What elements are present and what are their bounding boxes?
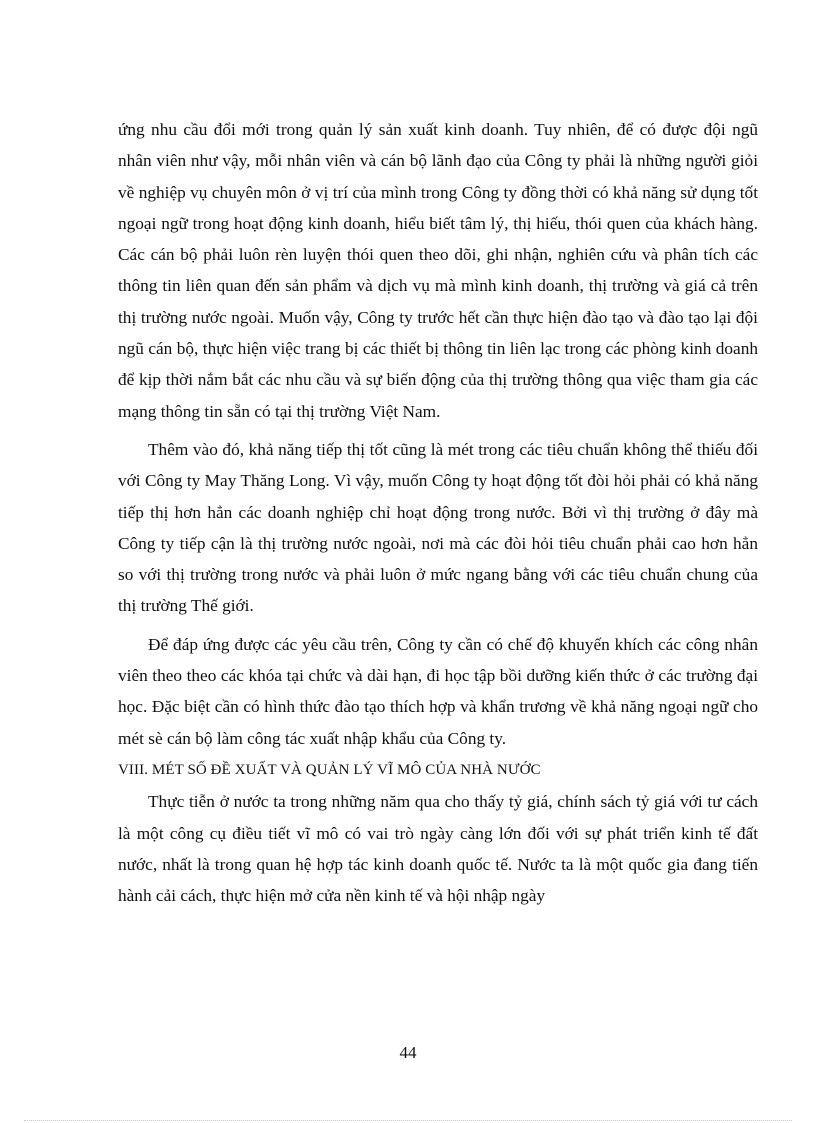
paragraph-requirements: Để đáp ứng được các yêu cầu trên, Công ty cần có chế độ khuyến khích các công nhân viên theo theo các khóa tại chức và dài hạn, đi học tập bồi dưỡng kiến thức ở các trường đại học. Đặc biệt cần có hình thức đào tạo thích hợp và khẩn trương về khả năng ngoại ngữ cho mét sè cán bộ làm công tác xuất nhập khẩu của Công ty. bbox=[118, 634, 758, 748]
paragraph-staff-training: ứng nhu cầu đổi mới trong quản lý sản xuất kinh doanh. Tuy nhiên, để có được đội ngũ nhân viên như vậy, mỗi nhân viên và cán bộ lãnh đạo của Công ty phải là những người giỏi về nghiệp vụ chuyên môn ở vị trí của mình trong Công ty đồng thời có khả năng sử dụng tốt ngoại ngữ trong hoạt động kinh doanh, hiểu biết tâm lý, thị hiếu, thói quen của khách hàng. Các cán bộ phải luôn rèn luyện thói quen theo dõi, ghi nhận, nghiên cứu và phân tích các thông tin liên quan đến sản phẩm và dịch vụ mà mình kinh doanh, thị trường và giá cả trên thị trường nước ngoài. Muốn vậy, Công ty trước hết cần thực hiện đào tạo và đào tạo lại đội ngũ cán bộ, thực hiện việc trang bị các thiết bị thông tin liên lạc trong các phòng kinh doanh để kịp thời nắm bắt các nhu cầu và sự biến động của thị trường thông qua việc tham gia các mạng thông tin sẵn có tại thị trường Việt Nam. bbox=[118, 120, 758, 421]
paragraph-marketing-ability: Thêm vào đó, khả năng tiếp thị tốt cũng là mét trong các tiêu chuẩn không thể thiếu đối với Công ty May Thăng Long. Vì vậy, muốn Công ty hoạt động tốt đòi hỏi phải có khả năng tiếp thị hơn hẳn các doanh nghiệp chỉ hoạt động trong nước. Bởi vì thị trường ở đây mà Công ty tiếp cận là thị trường nước ngoài, nơi mà các đòi hỏi tiêu chuẩn phải cao hơn hẳn so với thị trường trong nước và phải luôn ở mức ngang bằng với các tiêu chuẩn chung của thị trường Thế giới. bbox=[118, 439, 758, 616]
bottom-divider bbox=[24, 1120, 792, 1121]
section-heading: VIII. MÉT SỐ ĐỀ XUẤT VÀ QUẢN LÝ VĨ MÔ CỦA NHÀ NƯỚC bbox=[118, 761, 541, 778]
page-number: 44 bbox=[399, 1043, 417, 1062]
page-body bbox=[118, 114, 758, 911]
paragraph-macro-policy: Thực tiễn ở nước ta trong những năm qua cho thấy tỷ giá, chính sách tỷ giá với tư cách là một công cụ điều tiết vĩ mô có vai trò ngày càng lớn đối với sự phát triển kinh tế đất nước, nhất là trong quan hệ hợp tác kinh doanh quốc tế. Nước ta là một quốc gia đang tiến hành cải cách, thực hiện mở cửa nền kinh tế và hội nhập ngày bbox=[118, 792, 758, 906]
